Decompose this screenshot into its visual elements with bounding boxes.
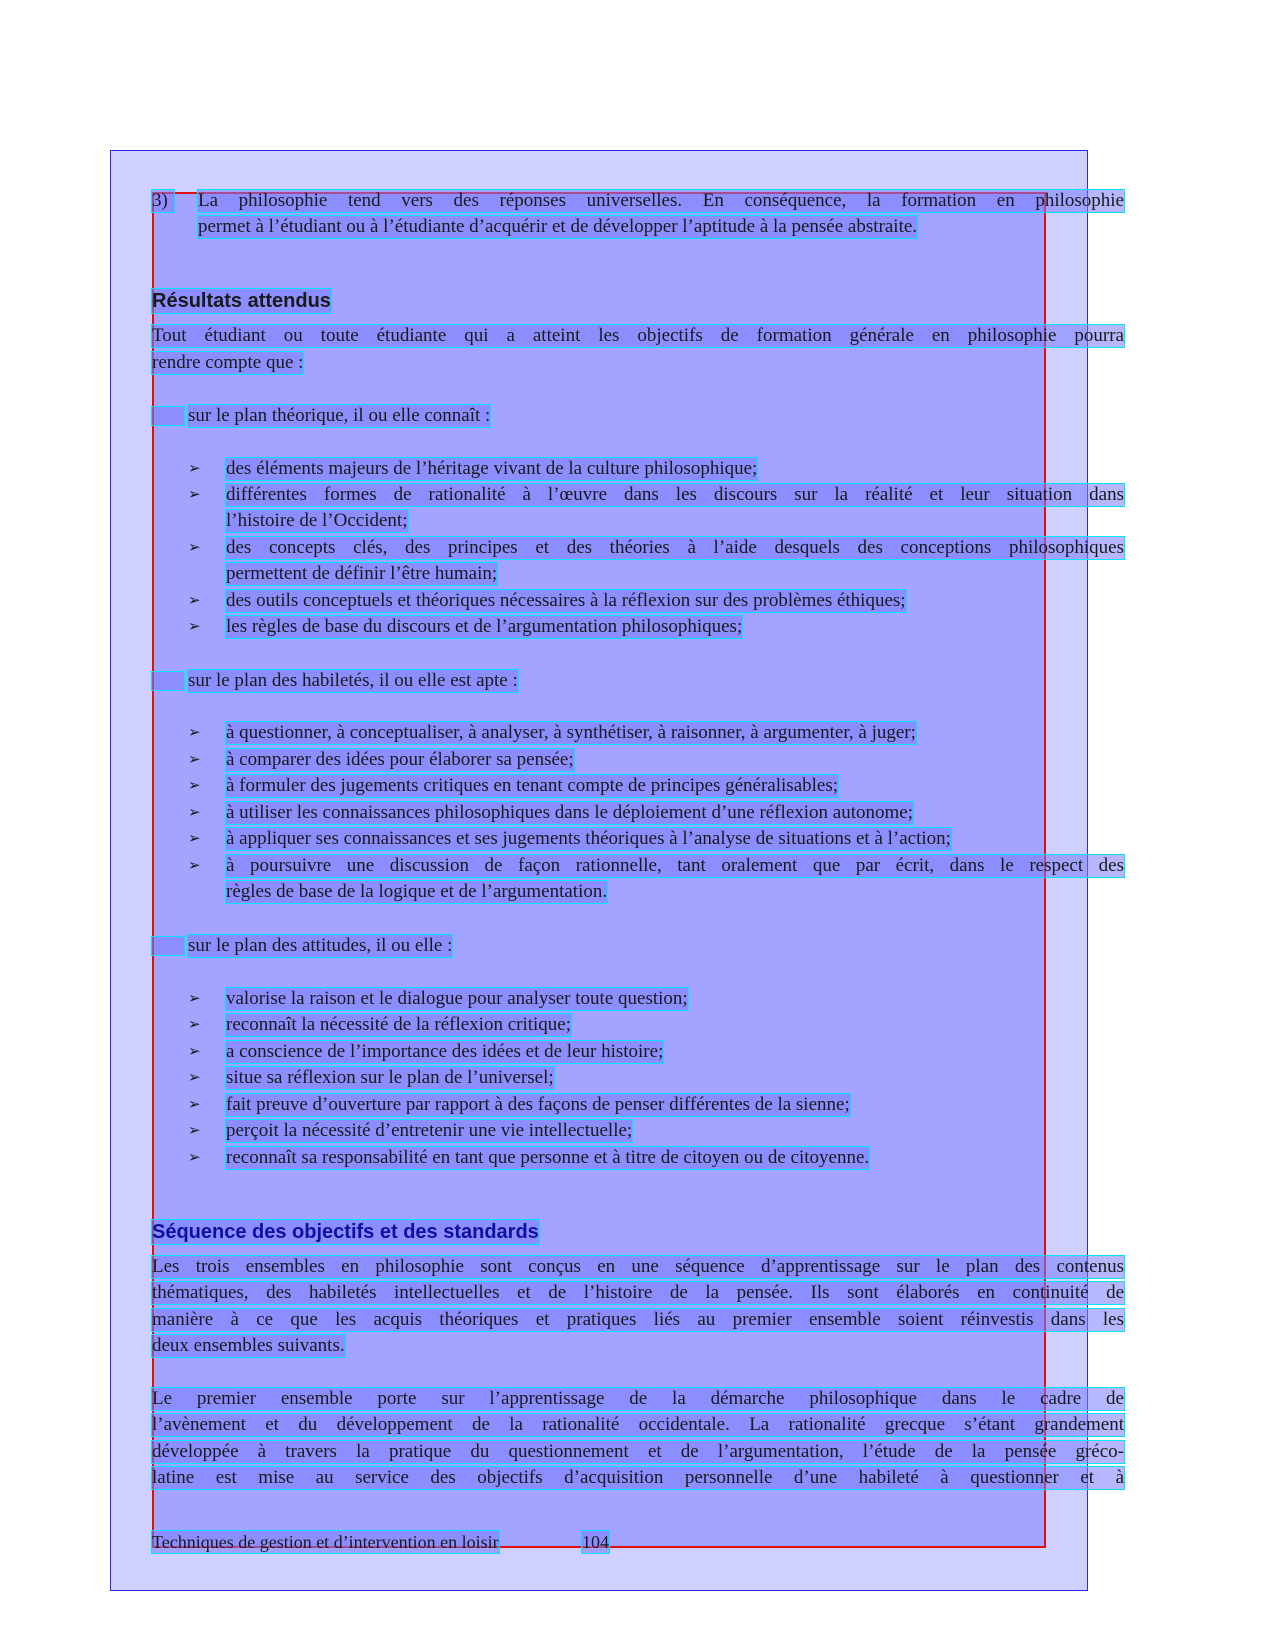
skills-item: à utiliser les connaissances philosophiques dans le déploiement d’une réflexion autonome; [226,802,913,823]
theory-label: sur le plan théorique, il ou elle connaît : [188,405,491,426]
attitudes-item: perçoit la nécessité d’entretenir une vie intellectuelle; [226,1120,633,1141]
arrow-bullet-icon: ➢ [188,1017,201,1033]
arrow-bullet-icon: ➢ [188,1044,201,1060]
section-heading-sequence: Séquence des objectifs et des standards [152,1221,539,1243]
arrow-bullet-icon: ➢ [188,1123,201,1139]
theory-item: des concepts clés, des principes et des théories à l’aide desquels des conceptions philosophiques [226,537,1124,558]
arrow-bullet-icon: ➢ [188,487,201,503]
skills-item-continued: règles de base de la logique et de l’argumentation. [226,881,608,902]
footer-page-number: 104 [582,1532,609,1552]
theory-item: des éléments majeurs de l’héritage vivant de la culture philosophique; [226,458,758,479]
arrow-bullet-icon: ➢ [188,778,201,794]
skills-label: sur le plan des habiletés, il ou elle est apte : [188,670,518,691]
attitudes-item: situe sa réflexion sur le plan de l’universel; [226,1067,554,1088]
intro-line-1: La philosophie tend vers des réponses universelles. En conséquence, la formation en philosophie [198,190,1124,211]
square-bullet-icon [152,407,184,425]
skills-item: à appliquer ses connaissances et ses jugements théoriques à l’analyse de situations et à l’action; [226,828,951,849]
arrow-bullet-icon: ➢ [188,540,201,556]
arrow-bullet-icon: ➢ [188,619,201,635]
sequence-para1-line: Les trois ensembles en philosophie sont conçus en une séquence d’apprentissage sur le plan des contenus [152,1256,1124,1277]
results-intro-line-2: rendre compte que : [152,352,304,373]
attitudes-item: valorise la raison et le dialogue pour analyser toute question; [226,988,688,1009]
section-heading-results: Résultats attendus [152,290,331,312]
sequence-para2-line: latine est mise au service des objectifs d’acquisition personnelle d’une habileté à questionner et à [152,1467,1124,1488]
intro-line-2: permet à l’étudiant ou à l’étudiante d’acquérir et de développer l’aptitude à la pensée abstraite. [198,216,918,237]
sequence-para1-line: manière à ce que les acquis théoriques et pratiques liés au premier ensemble soient réinvestis dans les [152,1309,1124,1330]
arrow-bullet-icon: ➢ [188,752,201,768]
arrow-bullet-icon: ➢ [188,725,201,741]
skills-item: à poursuivre une discussion de façon rationnelle, tant oralement que par écrit, dans le respect des [226,855,1124,876]
footer-title: Techniques de gestion et d’intervention en loisir [152,1532,499,1552]
sequence-para2-line: Le premier ensemble porte sur l’apprentissage de la démarche philosophique dans le cadre de [152,1388,1124,1409]
theory-item-continued: permettent de définir l’être humain; [226,563,498,584]
sequence-para2-line: développée à travers la pratique du questionnement et de l’argumentation, l’étude de la pensée gréco- [152,1441,1124,1462]
attitudes-label: sur le plan des attitudes, il ou elle : [188,935,453,956]
arrow-bullet-icon: ➢ [188,1150,201,1166]
list-number: 3) [152,190,174,212]
arrow-bullet-icon: ➢ [188,831,201,847]
attitudes-item: reconnaît sa responsabilité en tant que personne et à titre de citoyen ou de citoyenne. [226,1147,870,1168]
results-intro-line-1: Tout étudiant ou toute étudiante qui a atteint les objectifs de formation générale en philosophie pourra [152,325,1124,346]
skills-item: à formuler des jugements critiques en tenant compte de principes généralisables; [226,775,839,796]
theory-item-continued: l’histoire de l’Occident; [226,510,408,531]
arrow-bullet-icon: ➢ [188,593,201,609]
sequence-para2-line: l’avènement et du développement de la rationalité occidentale. La rationalité grecque s’étant grandement [152,1414,1124,1435]
arrow-bullet-icon: ➢ [188,461,201,477]
attitudes-item: a conscience de l’importance des idées et de leur histoire; [226,1041,664,1062]
sequence-para1-line: thématiques, des habiletés intellectuelles et de l’histoire de la pensée. Ils sont élaborés en continuité de [152,1282,1124,1303]
theory-item: les règles de base du discours et de l’argumentation philosophiques; [226,616,743,637]
attitudes-item: reconnaît la nécessité de la réflexion critique; [226,1014,572,1035]
sequence-para1-line: deux ensembles suivants. [152,1335,345,1356]
skills-item: à questionner, à conceptualiser, à analyser, à synthétiser, à raisonner, à argumenter, à juger; [226,722,916,743]
arrow-bullet-icon: ➢ [188,858,201,874]
arrow-bullet-icon: ➢ [188,805,201,821]
attitudes-item: fait preuve d’ouverture par rapport à des façons de penser différentes de la sienne; [226,1094,850,1115]
square-bullet-icon [152,672,184,690]
square-bullet-icon [152,937,184,955]
arrow-bullet-icon: ➢ [188,1097,201,1113]
arrow-bullet-icon: ➢ [188,1070,201,1086]
skills-item: à comparer des idées pour élaborer sa pensée; [226,749,574,770]
theory-item: des outils conceptuels et théoriques nécessaires à la réflexion sur des problèmes éthiques; [226,590,906,611]
theory-item: différentes formes de rationalité à l’œuvre dans les discours sur la réalité et leur situation dans [226,484,1124,505]
arrow-bullet-icon: ➢ [188,991,201,1007]
